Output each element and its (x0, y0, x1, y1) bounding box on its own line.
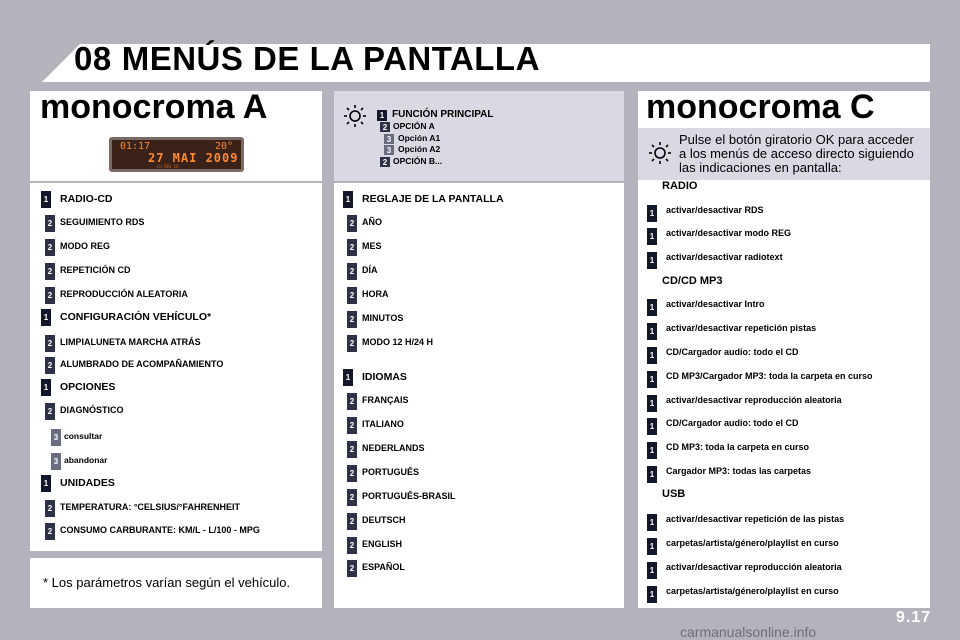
level-badge: 1 (647, 586, 657, 603)
page-number: 9.17 (896, 609, 932, 626)
level-badge: 1 (647, 395, 657, 412)
display-temperature: 20° (214, 141, 233, 152)
level-badge: 2 (347, 239, 357, 256)
level-badge: 1 (647, 323, 657, 340)
section-heading: RADIO (662, 180, 698, 192)
menu-item: CONSUMO CARBURANTE: KM/L - L/100 - MPG (60, 525, 260, 535)
level-badge: 2 (347, 287, 357, 304)
menu-item: SEGUIMIENTO RDS (60, 217, 145, 227)
level-badge: 2 (347, 465, 357, 482)
level-badge: 2 (347, 489, 357, 506)
menu-item: IDIOMAS (362, 371, 407, 383)
level-badge: 2 (45, 500, 55, 517)
level-badge: 1 (647, 347, 657, 364)
menu-item: LIMPIALUNETA MARCHA ATRÁS (60, 337, 201, 347)
menu-item: activar/desactivar Intro (666, 299, 765, 309)
level-badge: 1 (647, 228, 657, 245)
level-badge: 2 (45, 239, 55, 256)
display-date: 27 MAI 2009 (148, 151, 239, 165)
level-badge: 3 (384, 134, 394, 144)
menu-item: activar/desactivar repetición pistas (666, 323, 817, 333)
menu-item: MODO REG (60, 241, 111, 251)
menu-item: Cargador MP3: todas las carpetas (666, 466, 812, 476)
section-heading: CD/CD MP3 (662, 275, 723, 287)
level-badge: 1 (647, 562, 657, 579)
legend-item: Opción A2 (398, 144, 441, 154)
level-badge: 1 (41, 379, 51, 396)
level-badge: 2 (347, 513, 357, 530)
menu-item: AÑO (362, 217, 382, 227)
level-badge: 1 (377, 110, 387, 121)
level-badge: 2 (347, 263, 357, 280)
menu-item: ESPAÑOL (362, 562, 405, 572)
level-badge: 1 (41, 475, 51, 492)
menu-item: REPETICIÓN CD (60, 265, 131, 275)
level-badge: 2 (347, 311, 357, 328)
level-badge: 2 (347, 393, 357, 410)
watermark: carmanualsonline.info (680, 624, 817, 640)
level-badge: 1 (647, 252, 657, 269)
level-badge: 2 (347, 441, 357, 458)
legend-panel (334, 91, 624, 181)
menu-item: ITALIANO (362, 419, 404, 429)
level-badge: 1 (343, 191, 353, 208)
level-badge: 2 (380, 122, 390, 132)
level-badge: 1 (647, 418, 657, 435)
instruction-note: Pulse el botón giratorio OK para acceder a los menús de acceso directo siguiendo las indicaciones en pantalla: (679, 132, 914, 175)
menu-item: DIAGNÓSTICO (60, 405, 124, 415)
menu-item: DÍA (362, 265, 378, 275)
menu-item: UNIDADES (60, 477, 115, 489)
menu-item: CD MP3: toda la carpeta en curso (666, 442, 810, 452)
level-badge: 2 (347, 215, 357, 232)
menu-item: activar/desactivar reproducción aleatoria (666, 562, 842, 572)
display-indicators: LU RDS CD (157, 164, 179, 169)
level-badge: 2 (45, 287, 55, 304)
menu-item: activar/desactivar reproducción aleatoria (666, 395, 842, 405)
monochrome-a-title: monocroma A (40, 88, 268, 126)
menu-item: PORTUGUÊS (362, 467, 420, 477)
menu-item: HORA (362, 289, 389, 299)
section-heading: USB (662, 488, 686, 500)
legend-item: FUNCIÓN PRINCIPAL (392, 109, 494, 120)
menu-item: ALUMBRADO DE ACOMPAÑAMIENTO (60, 359, 224, 369)
menu-item: PORTUGUÊS-BRASIL (362, 491, 456, 501)
level-badge: 1 (343, 369, 353, 386)
display-time: 01:17 (120, 141, 151, 152)
legend-item: OPCIÓN A (393, 121, 435, 131)
menu-item: CD/Cargador audio: todo el CD (666, 418, 799, 428)
menu-item: activar/desactivar radiotext (666, 252, 783, 262)
level-badge: 2 (45, 215, 55, 232)
level-badge: 1 (647, 538, 657, 555)
level-badge: 3 (51, 453, 61, 470)
level-badge: 1 (41, 191, 51, 208)
level-badge: 3 (384, 145, 394, 155)
menu-item: consultar (64, 431, 103, 441)
section-title: MENÚS DE LA PANTALLA (121, 40, 540, 77)
menu-item: MODO 12 H/24 H (362, 337, 434, 347)
menu-item: NEDERLANDS (362, 443, 425, 453)
monochrome-display (109, 137, 244, 172)
menu-item: CONFIGURACIÓN VEHÍCULO* (60, 311, 212, 323)
level-badge: 1 (647, 371, 657, 388)
menu-item: ENGLISH (362, 539, 403, 549)
level-badge: 2 (45, 403, 55, 420)
level-badge: 1 (647, 299, 657, 316)
level-badge: 1 (647, 442, 657, 459)
menu-item: CD MP3/Cargador MP3: toda la carpeta en curso (666, 371, 873, 381)
menu-item: activar/desactivar repetición de las pistas (666, 514, 845, 524)
menu-item: RADIO-CD (60, 193, 113, 205)
legend-item: OPCIÓN B... (393, 156, 443, 166)
menu-item: MES (362, 241, 382, 251)
level-badge: 2 (347, 537, 357, 554)
menu-item: OPCIONES (60, 381, 116, 393)
level-badge: 2 (380, 157, 390, 167)
level-badge: 2 (45, 523, 55, 540)
level-badge: 1 (647, 466, 657, 483)
menu-item: CD/Cargador audio: todo el CD (666, 347, 799, 357)
menu-item: abandonar (64, 455, 108, 465)
page-title (74, 40, 540, 78)
menu-item: carpetas/artista/género/playlist en curso (666, 538, 839, 548)
level-badge: 2 (347, 417, 357, 434)
footnote: * Los parámetros varían según el vehículo. (43, 575, 291, 590)
menu-item: REGLAJE DE LA PANTALLA (362, 193, 504, 205)
menu-item: activar/desactivar modo REG (666, 228, 792, 238)
level-badge: 1 (647, 514, 657, 531)
legend-item: Opción A1 (398, 133, 441, 143)
menu-item: carpetas/artista/género/playlist en curso (666, 586, 839, 596)
level-badge: 3 (51, 429, 61, 446)
level-badge: 2 (45, 335, 55, 352)
level-badge: 2 (347, 560, 357, 577)
sun-knob-icon (648, 141, 672, 165)
monochrome-c-title: monocroma C (646, 88, 875, 126)
level-badge: 1 (41, 309, 51, 326)
level-badge: 2 (45, 263, 55, 280)
sun-knob-icon (343, 104, 367, 128)
level-badge: 2 (347, 335, 357, 352)
level-badge: 1 (647, 205, 657, 222)
menu-item: MINUTOS (362, 313, 404, 323)
level-badge: 2 (45, 357, 55, 374)
menu-item: FRANÇAIS (362, 395, 409, 405)
menu-item: TEMPERATURA: °CELSIUS/°FAHRENHEIT (60, 502, 241, 512)
section-number: 08 (74, 40, 112, 77)
menu-item: activar/desactivar RDS (666, 205, 764, 215)
menu-item: DEUTSCH (362, 515, 406, 525)
menu-item: REPRODUCCIÓN ALEATORIA (60, 289, 188, 299)
